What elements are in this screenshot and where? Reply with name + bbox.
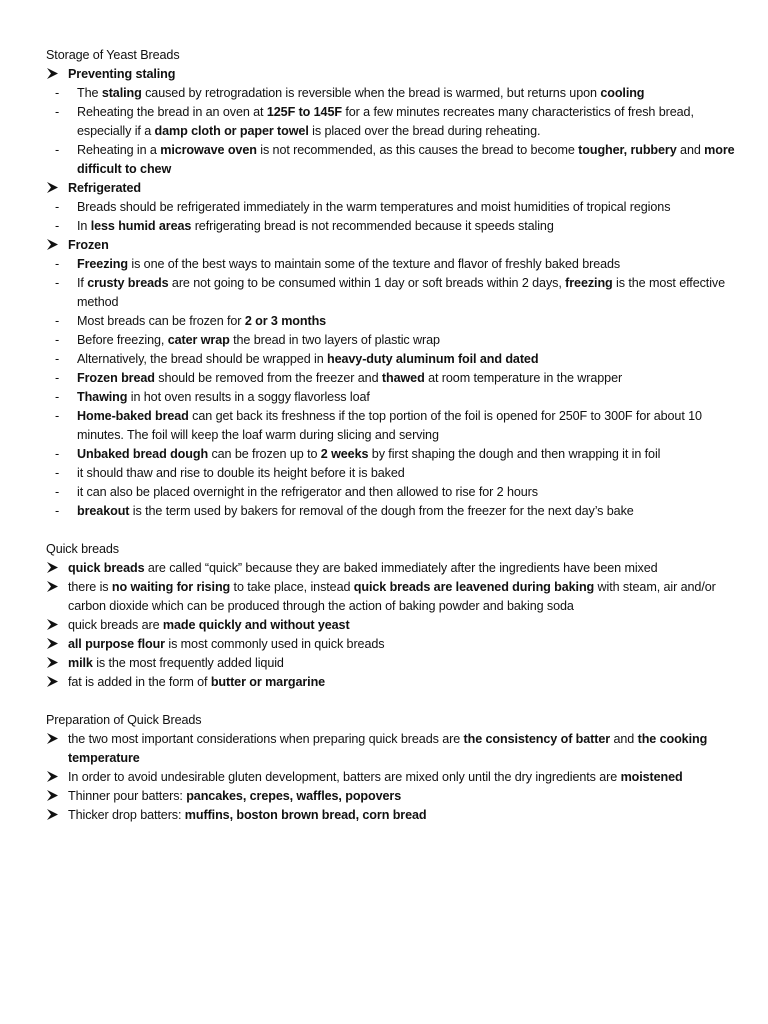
text-run: are called “quick” because they are baked immediately after the ingredients have been mixed [144,561,658,575]
section-gap [46,692,736,711]
subheading-bullet [46,236,736,255]
arrow-list-item [46,635,736,654]
arrowhead-bullet-icon [46,635,64,654]
text-run: In order to avoid undesirable gluten development, batters are mixed only until the dry ingredients are [68,770,621,784]
text-run: is the most frequently added liquid [92,656,284,670]
text-run: at room temperature in the wrapper [424,371,623,385]
bold-text: milk [68,656,93,670]
bold-text: quick breads [68,561,145,575]
dash-list-item [46,464,736,483]
text-run: there is [68,580,112,594]
text-run: is most commonly used in quick breads [164,637,385,651]
text-run: is one of the best ways to maintain some of the texture and flavor of freshly baked breads [127,257,621,271]
dash-marker: - [55,466,60,480]
section-gap [46,521,736,540]
dash-marker: - [55,219,60,233]
dash-marker: - [55,143,60,157]
dash-marker: - [55,352,60,366]
text-run: caused by retrogradation is reversible when the bread is warmed, but returns upon [141,86,601,100]
bold-text: 125F to 145F [266,105,342,119]
arrowhead-bullet-icon [46,179,64,198]
dash-list-item [46,217,736,236]
bold-text: Unbaked bread dough [77,447,209,461]
dash-marker: - [55,485,60,499]
arrowhead-bullet-icon [46,768,64,787]
bold-text: Frozen bread [77,371,155,385]
bold-text: microwave oven [160,143,257,157]
arrow-list-item [46,806,736,825]
dash-list-item [46,198,736,217]
dash-list-item [46,331,736,350]
bold-text: Home-baked bread [77,409,189,423]
text-run: quick breads are [68,618,163,632]
arrowhead-bullet-icon [46,673,64,692]
arrowhead-bullet-icon [46,654,64,673]
text-run: by first shaping the dough and then wrapping it in foil [368,447,661,461]
dash-marker: - [55,276,60,290]
dash-marker: - [55,447,60,461]
section-heading: Quick breads [46,542,119,556]
arrow-list-item [46,616,736,635]
arrowhead-bullet-icon [46,559,64,578]
bold-text: 2 or 3 months [244,314,327,328]
dash-marker: - [55,257,60,271]
arrow-list-item [46,654,736,673]
subheading-bullet [46,179,736,198]
document-body [46,46,736,825]
arrowhead-bullet-icon [46,806,64,825]
text-run: can be frozen up to [208,447,321,461]
bold-text: less humid areas [90,219,192,233]
text-run: Thinner pour batters: [68,789,187,803]
bold-text: breakout [77,504,130,518]
bold-text: tougher, rubbery [578,143,677,157]
dash-marker: - [55,314,60,328]
section-list [46,559,736,692]
bold-text: Refrigerated [68,181,141,195]
dash-marker: - [55,371,60,385]
text-run: is not recommended, as this causes the bread to become [256,143,579,157]
dash-list-item [46,407,736,445]
bold-text: freezing [565,276,613,290]
bold-text: quick breads are leavened during baking [353,580,595,594]
text-run: in hot oven results in a soggy flavorless loaf [127,390,370,404]
subheading-bullet [46,65,736,84]
bold-text: cooling [600,86,645,100]
dash-list-item [46,103,736,141]
bold-text: no waiting for rising [111,580,231,594]
bold-text: all purpose flour [68,637,165,651]
arrowhead-bullet-icon [46,65,64,84]
bold-text: 2 weeks [320,447,369,461]
bold-text: butter or margarine [210,675,326,689]
text-run: Breads should be refrigerated immediately in the warm temperatures and moist humidities of tropical regions [77,200,671,214]
dash-list-item [46,141,736,179]
bold-text: made quickly and without yeast [162,618,350,632]
text-run: and [676,143,705,157]
bold-text: crusty breads [87,276,169,290]
text-run: can get back its freshness if the top portion of the foil is opened for 250F to 300F for about 10 minutes. The foil will keep the loaf warm during slicing and serving [77,409,702,442]
section-heading: Preparation of Quick Breads [46,713,202,727]
bold-text: Preventing staling [68,67,176,81]
dash-marker: - [55,504,60,518]
arrow-list-item [46,578,736,616]
bold-text: the consistency of batter [463,732,611,746]
text-run: In [77,219,91,233]
bold-text: the cooking temperature [68,732,708,765]
text-run: fat is added in the form of [68,675,211,689]
dash-marker: - [55,105,60,119]
arrowhead-bullet-icon [46,578,64,597]
bold-text: pancakes, crepes, waffles, popovers [186,789,402,803]
bold-text: Thawing [77,390,128,404]
text-run: and [610,732,638,746]
text-run: are not going to be consumed within 1 day or soft breads within 2 days, [168,276,566,290]
dash-list-item [46,483,736,502]
text-run: Reheating the bread in an oven at [77,105,267,119]
section-heading: Storage of Yeast Breads [46,48,180,62]
dash-list-item [46,502,736,521]
dash-list-item [46,255,736,274]
bold-text: muffins, boston brown bread, corn bread [184,808,427,822]
text-run: Before freezing, [77,333,168,347]
arrow-list-item [46,768,736,787]
bold-text: more difficult to chew [77,143,735,176]
dash-list-item [46,369,736,388]
dash-list-item [46,274,736,312]
dash-marker: - [55,200,60,214]
text-run: Most breads can be frozen for [77,314,245,328]
arrowhead-bullet-icon [46,787,64,806]
section-list [46,730,736,825]
arrow-list-item [46,730,736,768]
dash-marker: - [55,390,60,404]
dash-list-item [46,388,736,407]
dash-list-item [46,350,736,369]
text-run: it can also be placed overnight in the refrigerator and then allowed to rise for 2 hours [77,485,538,499]
section-list [46,65,736,521]
bold-text: cater wrap [167,333,230,347]
arrowhead-bullet-icon [46,616,64,635]
text-run: with steam, air and/or carbon dioxide which can be produced through the action of baking powder and baking soda [68,580,716,613]
arrowhead-bullet-icon [46,730,64,749]
text-run: is the most effective method [77,276,726,309]
arrow-list-item [46,673,736,692]
bold-text: moistened [620,770,683,784]
text-run: The [77,86,102,100]
arrow-list-item [46,559,736,578]
arrow-list-item [46,787,736,806]
dash-marker: - [55,333,60,347]
dash-marker: - [55,409,60,423]
text-run: for a few minutes recreates many characteristics of fresh bread, especially if a [77,105,694,138]
text-run: is the term used by bakers for removal of the dough from the freezer for the next day’s bake [129,504,634,518]
text-run: refrigerating bread is not recommended because it speeds staling [191,219,554,233]
bold-text: damp cloth or paper towel [154,124,309,138]
text-run: should be removed from the freezer and [154,371,382,385]
text-run: Reheating in a [77,143,161,157]
text-run: the bread in two layers of plastic wrap [229,333,440,347]
dash-list-item [46,84,736,103]
text-run: the two most important considerations when preparing quick breads are [68,732,464,746]
text-run: is placed over the bread during reheating. [308,124,541,138]
bold-text: thawed [381,371,425,385]
bold-text: heavy-duty aluminum foil and dated [327,352,539,366]
arrowhead-bullet-icon [46,236,64,255]
text-run: it should thaw and rise to double its height before it is baked [77,466,405,480]
bold-text: Freezing [77,257,128,271]
dash-marker: - [55,86,60,100]
text-run: If [77,276,88,290]
text-run: to take place, instead [230,580,354,594]
dash-list-item [46,312,736,331]
dash-list-item [46,445,736,464]
bold-text: Frozen [68,238,109,252]
bold-text: staling [101,86,142,100]
text-run: Alternatively, the bread should be wrapped in [77,352,327,366]
text-run: Thicker drop batters: [68,808,185,822]
